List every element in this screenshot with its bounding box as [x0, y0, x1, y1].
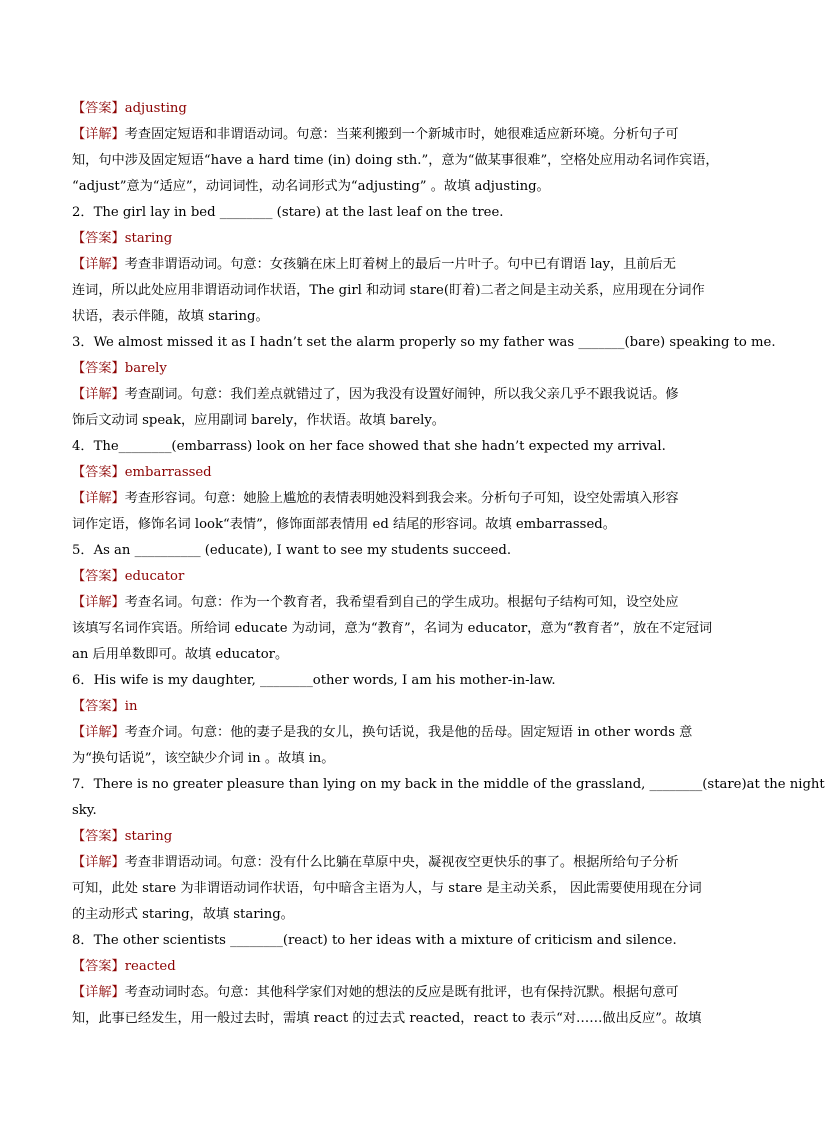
text-line	[72, 278, 726, 304]
line-text: 7．There is no greater pleasure than lying on my back in the middle of the grassland, ________(stare)at the night	[72, 777, 825, 792]
text-line	[72, 746, 726, 772]
explanation-line	[72, 122, 726, 148]
line-text: 可知，此处 stare 为非谓语动词作状语，句中暗含主语为人，与 stare 是主动关系， 因此需要使用现在分词	[72, 881, 702, 896]
answer-line	[72, 460, 726, 486]
line-text: 知，此事已经发生，用一般过去时，需填 react 的过去式 reacted，react to 表示“对……做出反应”。故填	[72, 1011, 702, 1026]
answer-text: educator	[124, 569, 185, 584]
explanation-line	[72, 720, 726, 746]
answer-tag: 【答案】	[72, 829, 125, 844]
text-line	[72, 174, 726, 200]
answer-line	[72, 824, 726, 850]
text-line	[72, 512, 726, 538]
answer-tag: 【答案】	[72, 101, 125, 116]
answer-text: reacted	[124, 959, 176, 974]
answer-line	[72, 564, 726, 590]
explanation-line	[72, 486, 726, 512]
document-page	[72, 96, 825, 1032]
question-line	[72, 668, 726, 694]
line-text: “adjust”意为“适应”，动词词性，动名词形式为“adjusting” 。故填 adjusting。	[72, 179, 550, 194]
answer-tag: 【答案】	[72, 699, 125, 714]
question-line	[72, 200, 726, 226]
explanation-line	[72, 590, 726, 616]
answer-text: in	[124, 699, 138, 714]
explanation-line	[72, 850, 726, 876]
line-text: 考查副词。句意：我们差点就错过了，因为我没有设置好闹钟，所以我父亲几乎不跟我说话。修	[124, 387, 679, 402]
line-text: 连词，所以此处应用非谓语动词作状语，The girl 和动词 stare(盯着)二者之间是主动关系，应用现在分词作	[72, 283, 705, 298]
answer-text: barely	[124, 361, 167, 376]
text-line	[72, 642, 726, 668]
line-text: 为“换句话说”，该空缺少介词 in 。故填 in。	[72, 751, 335, 766]
explanation-tag: 【详解】	[72, 491, 125, 506]
explanation-line	[72, 980, 726, 1006]
text-line	[72, 876, 726, 902]
line-text: 考查非谓语动词。句意：没有什么比躺在草原中央，凝视夜空更快乐的事了。根据所给句子分析	[124, 855, 679, 870]
line-text: 考查动词时态。句意：其他科学家们对她的想法的反应是既有批评，也有保持沉默。根据句意可	[124, 985, 679, 1000]
text-line	[72, 148, 726, 174]
line-text: 2．The girl lay in bed ________ (stare) at the last leaf on the tree.	[72, 205, 504, 220]
line-text: 考查形容词。句意：她脸上尴尬的表情表明她没料到我会来。分析句子可知，设空处需填入形容	[124, 491, 679, 506]
explanation-tag: 【详解】	[72, 985, 125, 1000]
question-line	[72, 538, 726, 564]
answer-tag: 【答案】	[72, 959, 125, 974]
answer-line	[72, 226, 726, 252]
question-line	[72, 330, 776, 356]
line-text: sky.	[72, 803, 97, 818]
answer-tag: 【答案】	[72, 361, 125, 376]
text-line	[72, 304, 726, 330]
explanation-tag: 【详解】	[72, 257, 125, 272]
line-text: 词作定语，修饰名词 look“表情”，修饰面部表情用 ed 结尾的形容词。故填 embarrassed。	[72, 517, 616, 532]
line-text: 饰后文动词 speak，应用副词 barely，作状语。故填 barely。	[72, 413, 445, 428]
answer-tag: 【答案】	[72, 231, 125, 246]
answer-text: embarrassed	[124, 465, 212, 480]
answer-line	[72, 694, 726, 720]
line-text: 考查固定短语和非谓语动词。句意：当莱利搬到一个新城市时，她很难适应新环境。分析句子可	[124, 127, 679, 142]
answer-tag: 【答案】	[72, 465, 125, 480]
explanation-tag: 【详解】	[72, 725, 125, 740]
explanation-line	[72, 252, 726, 278]
line-text: 5．As an __________ (educate), I want to see my students succeed.	[72, 543, 512, 558]
question-line	[72, 798, 726, 824]
answer-tag: 【答案】	[72, 569, 125, 584]
line-text: 3．We almost missed it as I hadn’t set the alarm properly so my father was _______(bare) speaking to me.	[72, 335, 776, 350]
line-text: 状语，表示伴随，故填 staring。	[72, 309, 269, 324]
question-line	[72, 434, 726, 460]
answer-line	[72, 356, 726, 382]
question-line	[72, 772, 825, 798]
explanation-tag: 【详解】	[72, 127, 125, 142]
text-line	[72, 616, 726, 642]
line-text: 考查名词。句意：作为一个教育者，我希望看到自己的学生成功。根据句子结构可知，设空处应	[124, 595, 679, 610]
explanation-tag: 【详解】	[72, 387, 125, 402]
text-line	[72, 408, 726, 434]
explanation-line	[72, 382, 726, 408]
explanation-tag: 【详解】	[72, 855, 125, 870]
answer-text: staring	[124, 829, 173, 844]
line-text: 的主动形式 staring，故填 staring。	[72, 907, 294, 922]
line-text: 6．His wife is my daughter, ________other words, I am his mother-in-law.	[72, 673, 556, 688]
text-line	[72, 902, 726, 928]
text-line	[72, 1006, 726, 1032]
question-line	[72, 928, 726, 954]
line-text: 知，句中涉及固定短语“have a hard time (in) doing sth.”，意为“做某事很难”，空格处应用动名词作宾语，	[72, 153, 719, 168]
explanation-tag: 【详解】	[72, 595, 125, 610]
line-text: an 后用单数即可。故填 educator。	[72, 647, 289, 662]
line-text: 考查介词。句意：他的妻子是我的女儿，换句话说，我是他的岳母。固定短语 in other words 意	[124, 725, 693, 740]
line-text: 4．The________(embarrass) look on her face showed that she hadn’t expected my arrival.	[72, 439, 666, 454]
answer-line	[72, 954, 726, 980]
answer-text: adjusting	[124, 101, 187, 116]
line-text: 8．The other scientists ________(react) to her ideas with a mixture of criticism and silence.	[72, 933, 677, 948]
answer-text: staring	[124, 231, 173, 246]
answer-line	[72, 96, 726, 122]
line-text: 该填写名词作宾语。所给词 educate 为动词，意为“教育”，名词为 educator，意为“教育者”，放在不定冠词	[72, 621, 713, 636]
line-text: 考查非谓语动词。句意：女孩躺在床上盯着树上的最后一片叶子。句中已有谓语 lay，且前后无	[124, 257, 676, 272]
